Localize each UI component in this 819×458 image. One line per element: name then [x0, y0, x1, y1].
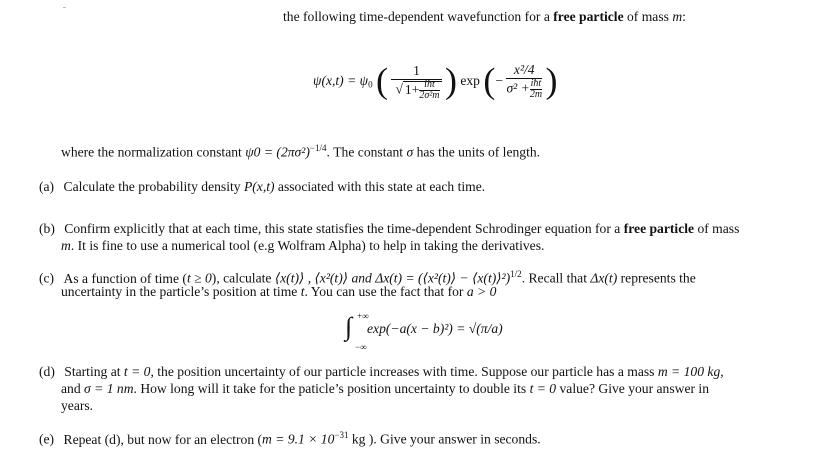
paren-close-2: )	[545, 60, 558, 101]
frac1-inner-den: 2σ²m	[419, 90, 440, 101]
part-c-math2: Δx(t)	[590, 270, 618, 286]
part-d-text6: years.	[61, 398, 94, 413]
frac1-inner-num: iħt	[424, 79, 435, 90]
frac-prefactor	[391, 62, 441, 101]
part-c-cond: t ≥ 0	[186, 270, 212, 286]
part-d-t0: t = 0	[123, 364, 151, 379]
frac1-den-text: 1+	[404, 81, 420, 97]
part-c-text4: represents the	[617, 270, 696, 286]
part-b-text1: Confirm explicitly that at each time, this state statisfies the time-dependent Schrodinger equation for a	[64, 221, 624, 236]
paren-close-1: )	[444, 60, 457, 101]
part-c-t: t	[300, 284, 305, 299]
part-c-math: ⟨x(t)⟩ , ⟨x²(t)⟩ and Δx(t) = (⟨x²(t)⟩ − ⟨x(t)⟩²)	[274, 270, 511, 286]
part-c-label: (c)	[39, 270, 55, 286]
paren-open-1: (	[376, 60, 389, 101]
part-c-text3: . Recall that	[521, 270, 591, 286]
intro-colon: :	[682, 9, 686, 24]
intro-text-after: of mass	[623, 9, 673, 24]
norm-text1: where the normalization constant	[61, 144, 246, 160]
part-c-exp: 1/2	[510, 269, 522, 279]
part-b-line1	[39, 220, 739, 237]
part-e-label: (e)	[39, 431, 55, 447]
part-e	[39, 427, 541, 448]
part-d-sigma: σ = 1 nm	[84, 381, 134, 396]
frac2-inner-num: iħt	[530, 78, 542, 89]
part-c-cond2: a > 0	[466, 284, 497, 299]
part-d-text5: value? Give your answer in	[556, 381, 709, 396]
part-e-text2: kg ). Give your answer in seconds.	[348, 431, 541, 447]
part-d-text2: , the position uncertainty of our particle increases with time. Suppose our particle has a mass	[150, 364, 658, 379]
part-d-line1	[39, 363, 724, 380]
scan-mark	[63, 7, 66, 8]
intro-text: the following time-dependent wavefunction for a	[283, 9, 554, 24]
frac2-den-text: σ² +	[506, 80, 530, 96]
part-c-text1: As a function of time (	[63, 270, 187, 286]
part-d-line3	[61, 397, 93, 414]
part-c-text6: . You can use the fact that for	[304, 284, 467, 299]
intro-line	[283, 8, 686, 25]
part-d-t0b: t = 0	[529, 381, 557, 396]
part-d-text3: and	[61, 381, 85, 396]
part-a-text2: associated with this state at each time.	[274, 179, 486, 194]
frac1-inner	[419, 80, 439, 101]
norm-text2: . The constant	[326, 144, 407, 160]
part-d-label: (d)	[39, 364, 55, 379]
psi-equation	[313, 60, 557, 120]
part-c-text2: ), calculate	[211, 270, 275, 286]
part-e-text1: Repeat (d), but now for an electron (	[63, 431, 263, 447]
normalization-line	[61, 140, 540, 161]
norm-exponent: −1/4	[309, 143, 327, 153]
part-c-text5: uncertainty in the particle’s position at time	[61, 284, 301, 299]
part-b-var: m	[61, 238, 71, 253]
norm-psi0: ψ0 = (2πσ²)	[245, 144, 310, 160]
part-a	[39, 178, 485, 195]
psi-lhs: ψ(x,t) = ψ	[313, 73, 369, 88]
intro-var: m	[672, 9, 683, 24]
part-a-math: P(x,t)	[243, 179, 275, 194]
norm-sigma: σ	[406, 144, 414, 160]
frac1-den: √ 1+ $\frac{\text{iħt}}{\text{2σ²m}}$	[391, 79, 441, 101]
frac1-num: 1	[413, 63, 420, 78]
part-d-line2	[61, 380, 709, 397]
part-b-label: (b)	[39, 221, 55, 236]
frac2-inner	[530, 79, 542, 100]
exp-label: exp	[460, 73, 480, 88]
part-a-text1: Calculate the probability density	[63, 179, 244, 194]
integral-body: exp(−a(x − b)²) = √(π/a)	[367, 321, 503, 336]
part-e-mass: m = 9.1 × 10	[262, 431, 335, 447]
intro-emphasis: free particle	[553, 9, 624, 24]
paren-open-2: (	[483, 60, 496, 101]
part-d-text1: Starting at	[64, 364, 124, 379]
frac2-inner-den: 2m	[529, 89, 543, 100]
integral-sign: ∫	[345, 312, 353, 341]
integral-lower: −∞	[355, 342, 367, 352]
integral-upper: +∞	[357, 311, 369, 321]
frac2-num: x²/4	[513, 62, 535, 77]
part-b-emphasis: free particle	[623, 221, 695, 236]
norm-text3: has the units of length.	[413, 144, 541, 160]
frac-exponent	[506, 61, 542, 100]
minus-sign: −	[495, 73, 504, 88]
part-d-mass: m = 100 kg,	[657, 364, 724, 379]
frac2-den	[506, 78, 542, 100]
part-b-text3: . It is fine to use a numerical tool (e.g Wolfram Alpha) to help in taking the derivatives.	[70, 238, 545, 253]
part-b-line2	[61, 237, 544, 254]
psi-lhs-sub: 0	[368, 79, 373, 90]
part-e-exp: −31	[334, 430, 349, 440]
part-b-text2: of mass	[694, 221, 740, 236]
part-a-label: (a)	[39, 179, 55, 194]
part-c-line2	[61, 283, 496, 300]
part-d-text4: . How long will it take for the paticle’s position uncertainty to double its	[133, 381, 530, 396]
